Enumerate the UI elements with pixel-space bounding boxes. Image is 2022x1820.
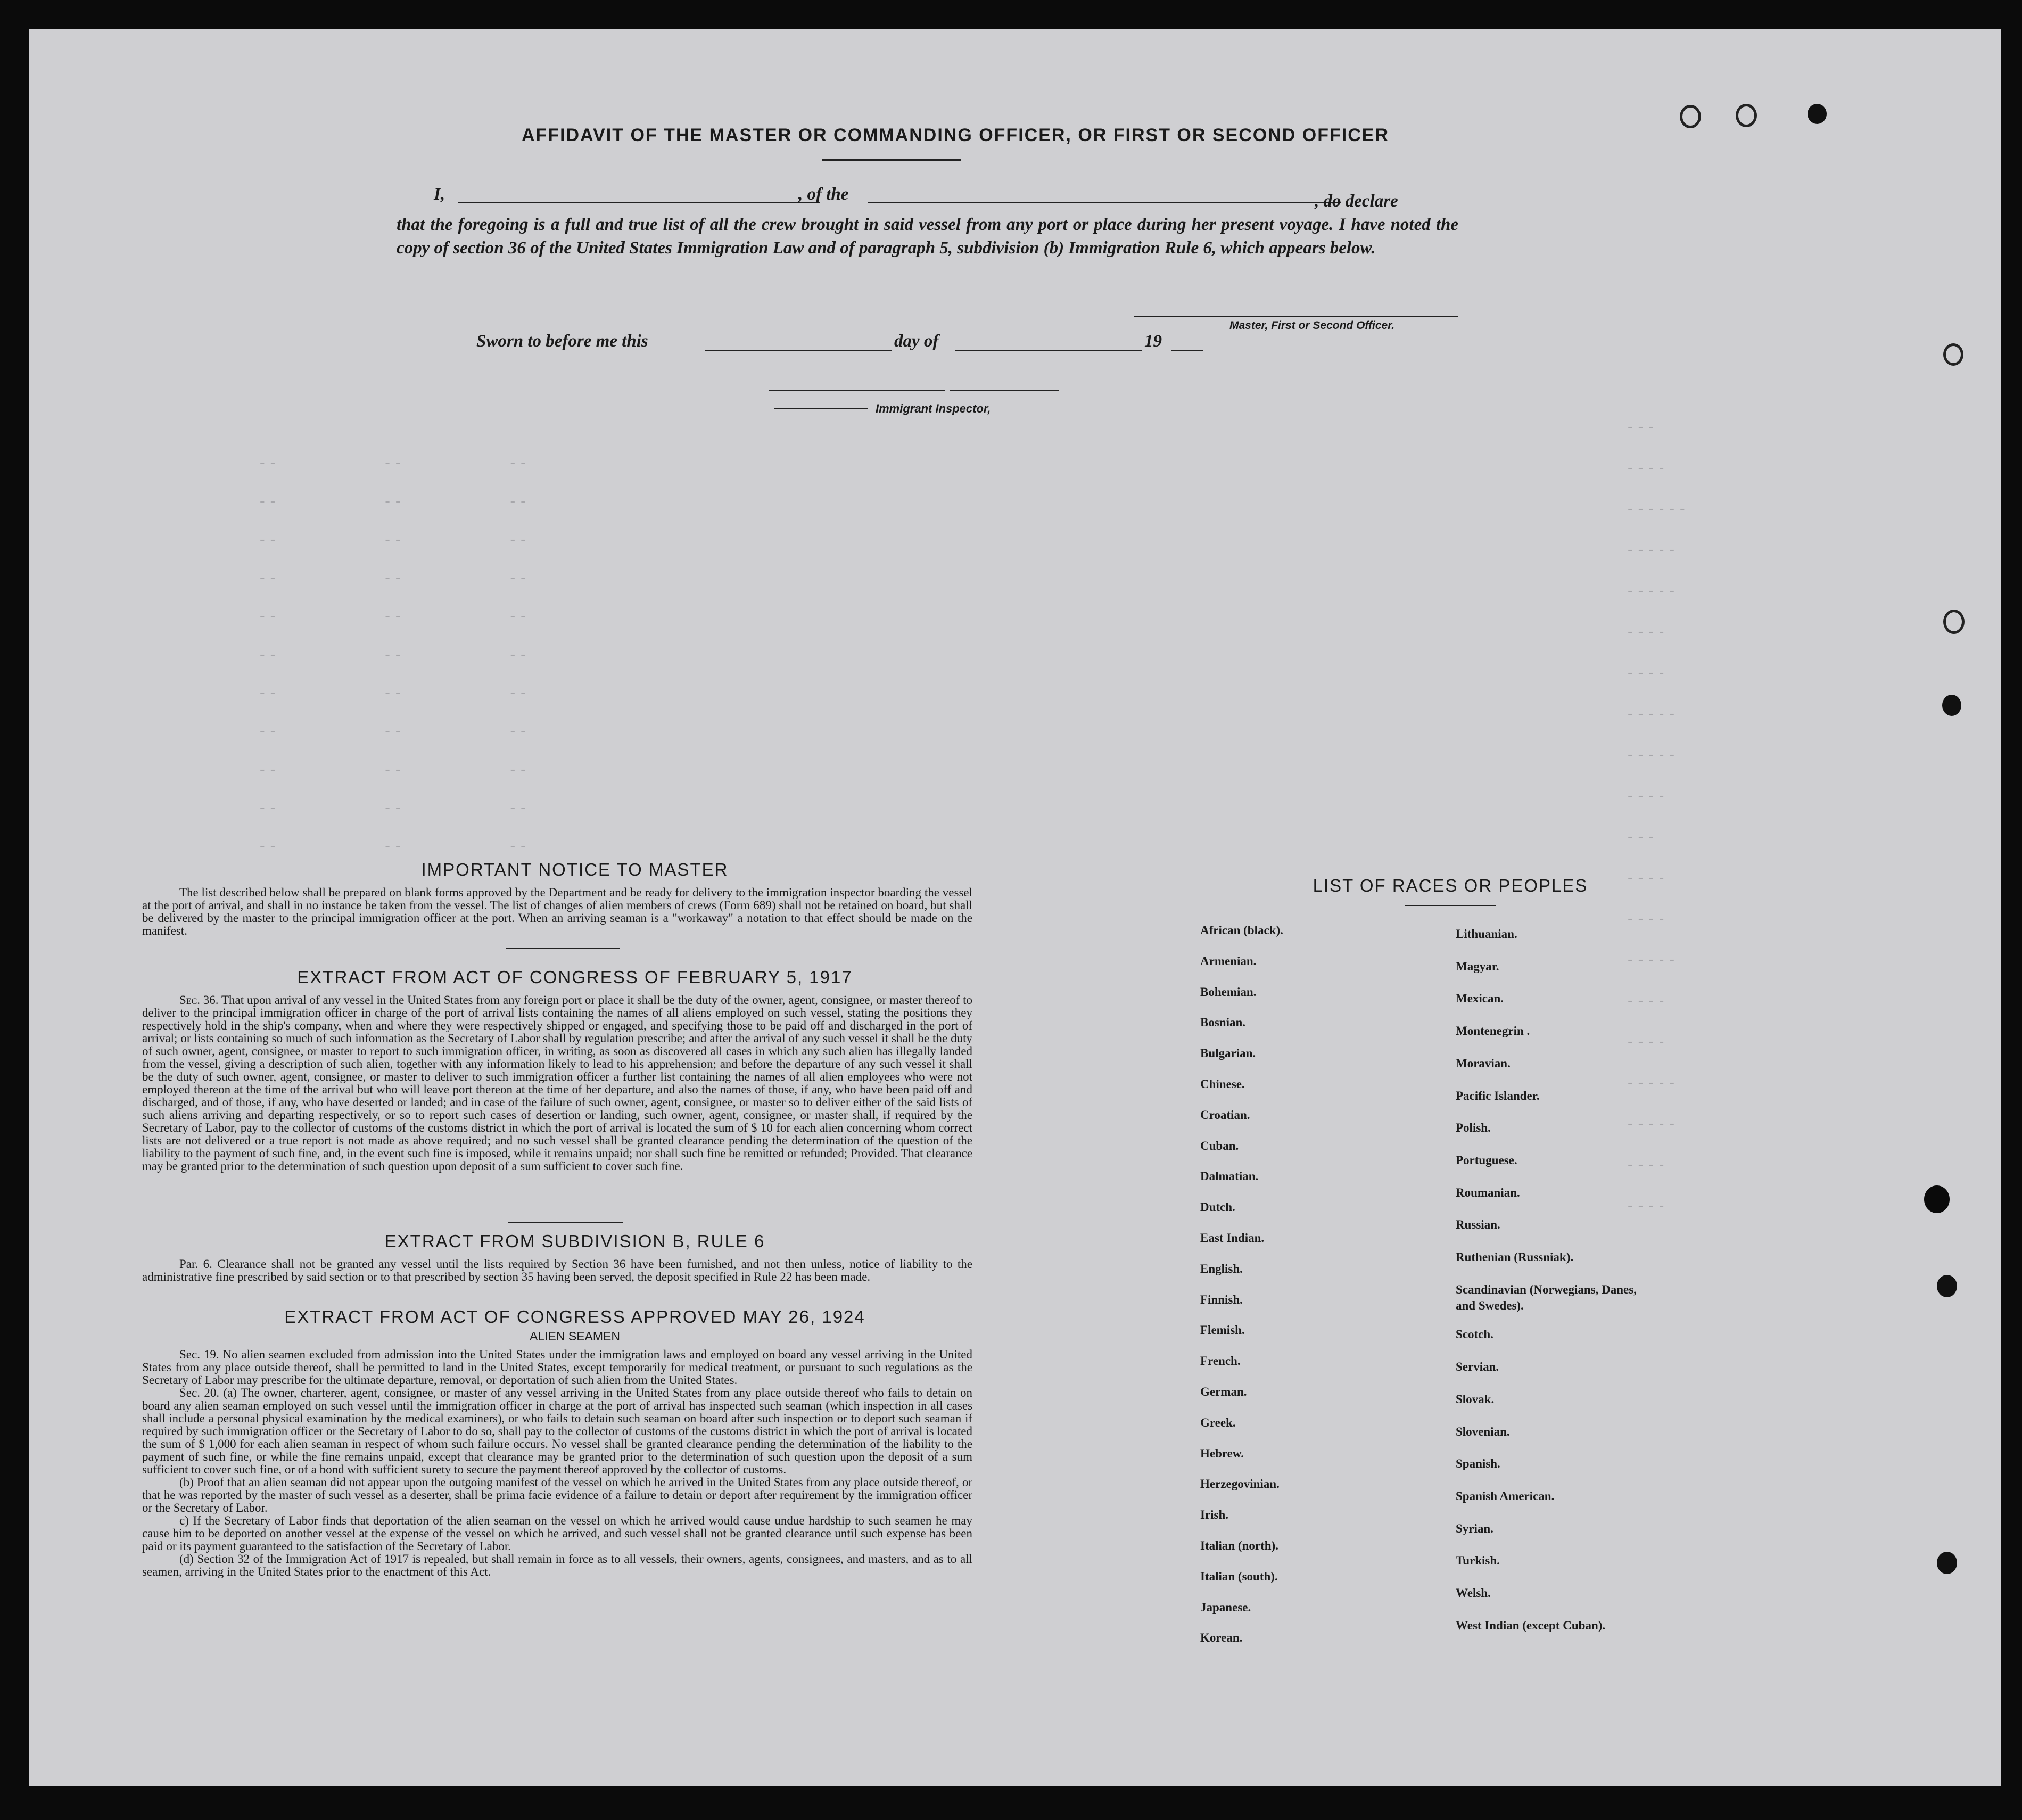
year-line — [1171, 350, 1203, 351]
binder-hole-right-2 — [1943, 610, 1965, 634]
inspector-signature-line-3 — [774, 408, 868, 409]
race-item-left: Dalmatian. — [1200, 1170, 1259, 1183]
race-item-right: Turkish. — [1456, 1554, 1500, 1568]
extract-1924-text — [142, 1348, 972, 1578]
race-item-left: African (black). — [1200, 924, 1283, 937]
notice-body: The list described below shall be prepared on blank forms approved by the Department and be ready for delivery to the immigration inspector boarding the vessel at the port of arrival, and shall in no instance be taken from the vessel. The list of changes of alien members of crews (Form 689) shall not be retained on board, but shall be delivered by the master to the principal immigration officer at the port. When an arriving seaman is a "workaway" a notation to that effect should be made on the manifest. — [142, 886, 972, 937]
race-item-right: Spanish. — [1456, 1457, 1500, 1471]
race-item-left: Italian (north). — [1200, 1539, 1278, 1552]
race-item-right: Scotch. — [1456, 1328, 1493, 1341]
sec-20c-paragraph: c) If the Secretary of Labor finds that deportation of the alien seaman on the vessel on which he arrived would cause undue hardship to such seamen he may cause him to be deported on another vessel at the expense of the vessel on which he arrived, and such vessel shall not be granted clearance until such expense has been paid or its payment guaranteed to the satisfaction of the Secretary of Labor. — [142, 1514, 972, 1553]
binder-hole-top-2 — [1736, 104, 1757, 127]
sec-36-body: That upon arrival of any vessel in the United States from any foreign port or place it shall be the duty of the owner, agent, consignee, or master thereof to deliver to the principal immigration officer in charge of the port of arrival lists containing the names of all aliens employed on such vessel, stating the positions they respectively hold in the ship's company, when and where they were respectively shipped or engaged, and specifying those to be paid off and discharged in the port of arrival; or lists containing so much of such information as the Secretary of Labor shall by regulation prescribe; and after the arrival of any such vessel it shall be the duty of such owner, agent, consignee, or master to report to such immigration officer, in writing, as soon as discovered all cases in which any such alien has illegally landed from the vessel, giving a description of such alien, together with any information likely to lead to his apprehension; and before the departure of any such vessel it shall be the duty of such owner, agent, consignee, or master to deliver to such immigration officer a further list containing the names of all alien employees who were not employed thereon at the time of the arrival but who will leave port thereon at the time of her departure, and also the names of those, if any, who have been paid off and discharged, and of those, if any, who have deserted or landed; and in case of the failure of such owner, agent, consignee, or master so to deliver either of the said lists of such aliens arriving and departing respectively, or so to report such cases of desertion or landing, such owner, agent, consignee, or master shall, if required by the Secretary of Labor, pay to the collector of customs of the customs district in which the port of arrival is located the sum of $ 10 for each alien concerning whom correct lists are not delivered or a true report is not made as above required; and no such vessel shall be granted clearance pending the determination of the question of the liability to the payment of such fine, and, in the event such fine is imposed, while it remains unpaid; nor shall such fine be remitted or refunded; Provided. That clearance may be granted prior to the determination of such question upon deposit of a sum sufficient to cover such fine. — [142, 993, 972, 1173]
binder-hole-right-6 — [1937, 1552, 1957, 1574]
race-item-left: Croatian. — [1200, 1108, 1250, 1122]
race-item-left: Armenian. — [1200, 954, 1257, 968]
vessel-blank-line — [868, 202, 1341, 203]
race-item-left: Bohemian. — [1200, 985, 1257, 999]
race-item-right: Servian. — [1456, 1360, 1499, 1374]
binder-hole-top-3 — [1808, 104, 1827, 124]
sec-19-body: No alien seamen excluded from admission into the United States under the immigration laws and employed on board any vessel arriving in the United States from any place outside thereof, shall be permitted to land in the United States, except temporarily for medical treatment, or pursuant to such regulations as the Secretary of Labor may prescribe for the ultimate departure, removal, or deportation of such alien from the United States. — [142, 1348, 972, 1387]
race-item-left: Cuban. — [1200, 1139, 1239, 1152]
master-signature-line — [1134, 316, 1458, 317]
sec-20-label: Sec. 20. — [179, 1386, 220, 1399]
race-item-right: Roumanian. — [1456, 1185, 1520, 1199]
par-6-body: Clearance shall not be granted any vessel until the lists required by Section 36 have been furnished, and not then unless, notice of liability to the administrative fine prescribed by said section or to that prescribed by section 35 having been served, the deposit specified in Rule 22 has been made. — [142, 1257, 972, 1283]
bleed-through-ghost-marks: --- ---- ------ ----- ----- ---- ---- ----- ----- ---- --- ---- ---- ----- ---- ---- ----- ----- ---- ---- — [1626, 419, 1689, 1214]
race-item-right: Syrian. — [1456, 1521, 1493, 1535]
race-item-left: Hebrew. — [1200, 1446, 1244, 1460]
par-6-label: Par. 6. — [179, 1257, 212, 1271]
race-item-right: Moravian. — [1456, 1056, 1511, 1070]
notice-rule — [506, 948, 620, 949]
sec-36-label: Sec. 36. — [179, 993, 219, 1007]
binder-hole-right-5 — [1937, 1275, 1957, 1297]
subdiv-rule-top — [508, 1222, 623, 1223]
affidavit-title: AFFIDAVIT OF THE MASTER OR COMMANDING OFFICER, OR FIRST OR SECOND OFFICER — [522, 125, 1389, 145]
race-item-right: Polish. — [1456, 1121, 1491, 1135]
affidavit-i-prefix: I, — [434, 185, 445, 204]
race-item-right: West Indian (except Cuban). — [1456, 1618, 1606, 1632]
race-item-right: Mexican. — [1456, 992, 1504, 1006]
race-item-left: East Indian. — [1200, 1231, 1265, 1245]
inspector-signature-line-1 — [769, 390, 945, 391]
master-signature-caption: Master, First or Second Officer. — [1229, 319, 1395, 332]
binder-hole-right-4 — [1924, 1185, 1950, 1213]
race-item-right: Welsh. — [1456, 1586, 1491, 1600]
race-item-left: German. — [1200, 1385, 1247, 1398]
race-item-right: Slovak. — [1456, 1392, 1495, 1406]
name-blank-line — [458, 202, 820, 203]
extract-1917-title: EXTRACT FROM ACT OF CONGRESS OF FEBRUARY 5, 1917 — [297, 967, 853, 987]
race-item-right: Spanish American. — [1456, 1489, 1555, 1503]
race-item-left: Irish. — [1200, 1508, 1229, 1522]
race-item-right: Portuguese. — [1456, 1153, 1517, 1167]
binder-hole-top-1 — [1680, 105, 1701, 128]
day-of-text: day of — [894, 332, 939, 351]
notice-title: IMPORTANT NOTICE TO MASTER — [421, 860, 729, 879]
title-rule — [822, 159, 961, 161]
sec-19-paragraph — [142, 1348, 972, 1387]
race-item-left: Herzegovinian. — [1200, 1477, 1280, 1491]
race-item-right: Magyar. — [1456, 959, 1499, 973]
race-item-left: Japanese. — [1200, 1600, 1251, 1614]
race-item-left: Bulgarian. — [1200, 1047, 1256, 1060]
affidavit-of-the: , of the — [798, 185, 849, 204]
race-item-right: Lithuanian. — [1456, 927, 1517, 941]
races-title: LIST OF RACES OR PEOPLES — [1313, 876, 1588, 895]
affidavit-body: that the foregoing is a full and true list of all the crew brought in said vessel from any port or place during her present voyage. I have noted the copy of section 36 of the United States Immigration Law and of paragraph 5, subdivision (b) Immigration Rule 6, which appears below. — [397, 215, 1458, 258]
affidavit-do-declare: , do declare — [1315, 192, 1398, 211]
race-item-right: Pacific Islander. — [1456, 1089, 1540, 1102]
extract-1917-text — [142, 994, 972, 1173]
bleed-through-ditto-column: -- -- -- -- -- -- -- -- -- -- -- -- -- -- -- -- -- -- -- -- -- -- -- -- -- -- -- -- -- -- -- -- -- — [258, 456, 530, 855]
subdiv-b-title: EXTRACT FROM SUBDIVISION B, RULE 6 — [384, 1231, 765, 1251]
sec-20d-paragraph: (d) Section 32 of the Immigration Act of 1917 is repealed, but shall remain in force as to all vessels, their owners, agents, consignees, and masters, and as to all seamen, arriving in the United States prior to the enactment of this Act. — [142, 1552, 972, 1578]
binder-hole-right-1 — [1943, 343, 1963, 366]
month-line — [955, 350, 1142, 351]
race-item-left: Finnish. — [1200, 1292, 1243, 1306]
inspector-caption: Immigrant Inspector, — [876, 402, 991, 415]
race-item-right: Russian. — [1456, 1218, 1500, 1232]
sworn-date-line — [705, 350, 892, 351]
document-page — [29, 29, 2001, 1786]
race-item-left: Bosnian. — [1200, 1016, 1246, 1030]
binder-hole-right-3 — [1942, 695, 1961, 716]
race-item-left: Greek. — [1200, 1415, 1236, 1429]
extract-1924-title: EXTRACT FROM ACT OF CONGRESS APPROVED MAY 26, 1924 — [284, 1307, 865, 1327]
race-item-left: Italian (south). — [1200, 1569, 1278, 1583]
race-item-left: Flemish. — [1200, 1323, 1245, 1337]
race-item-left: Chinese. — [1200, 1077, 1245, 1091]
race-item-left: Korean. — [1200, 1631, 1243, 1645]
race-item-left: Dutch. — [1200, 1200, 1235, 1214]
year-prefix: 19 — [1144, 332, 1162, 351]
race-item-right: Ruthenian (Russniak). — [1456, 1250, 1574, 1264]
race-item-left: French. — [1200, 1354, 1241, 1368]
sec-20a-paragraph — [142, 1387, 972, 1476]
race-item-right: Montenegrin . — [1456, 1024, 1530, 1038]
sec-20b-paragraph: (b) Proof that an alien seaman did not appear upon the outgoing manifest of the vessel on which he arrived in the United States from any place outside thereof, or that he was reported by the master of such vessel as a deserter, shall be prima facie evidence of a failure to detain or deport after requirement by the immigration officer or the Secretary of Labor. — [142, 1476, 972, 1514]
sworn-text: Sworn to before me this — [476, 332, 648, 351]
sec-20a-body: (a) The owner, charterer, agent, consignee, or master of any vessel arriving in the United States from any place outside thereof who fails to detain on board any alien seaman employed on such vessel until the immigration officer in charge at the port of arrival has inspected such seaman (which inspection in all cases shall include a personal physical examination by the medical examiners), or who fails to detain such seaman on board after such inspection or to deport such seaman if required by such immigration officer or the Secretary of Labor to do so, shall pay to the collector of customs of the customs district in which the port of arrival is located the sum of $ 1,000 for each alien seaman in respect of whom such failure occurs. No vessel shall be granted clearance pending the determination of the liability to the payment of such fine, or while the fine remains unpaid, except that clearance may be granted prior to the determination of such question upon the deposit of a sum sufficient to cover such fine, or of a bond with sufficient surety to secure the payment thereof approved by the collector of customs. — [142, 1386, 973, 1476]
sec-19-label: Sec. 19. — [179, 1348, 219, 1361]
race-item-right: Scandinavian (Norwegians, Danes, and Swedes). — [1456, 1282, 1637, 1312]
inspector-signature-line-2 — [950, 390, 1059, 391]
extract-1924-subtitle: ALIEN SEAMEN — [530, 1329, 620, 1343]
races-title-rule — [1405, 905, 1496, 906]
race-item-right: Slovenian. — [1456, 1424, 1510, 1438]
subdiv-b-text — [142, 1258, 972, 1283]
race-item-left: English. — [1200, 1262, 1243, 1275]
